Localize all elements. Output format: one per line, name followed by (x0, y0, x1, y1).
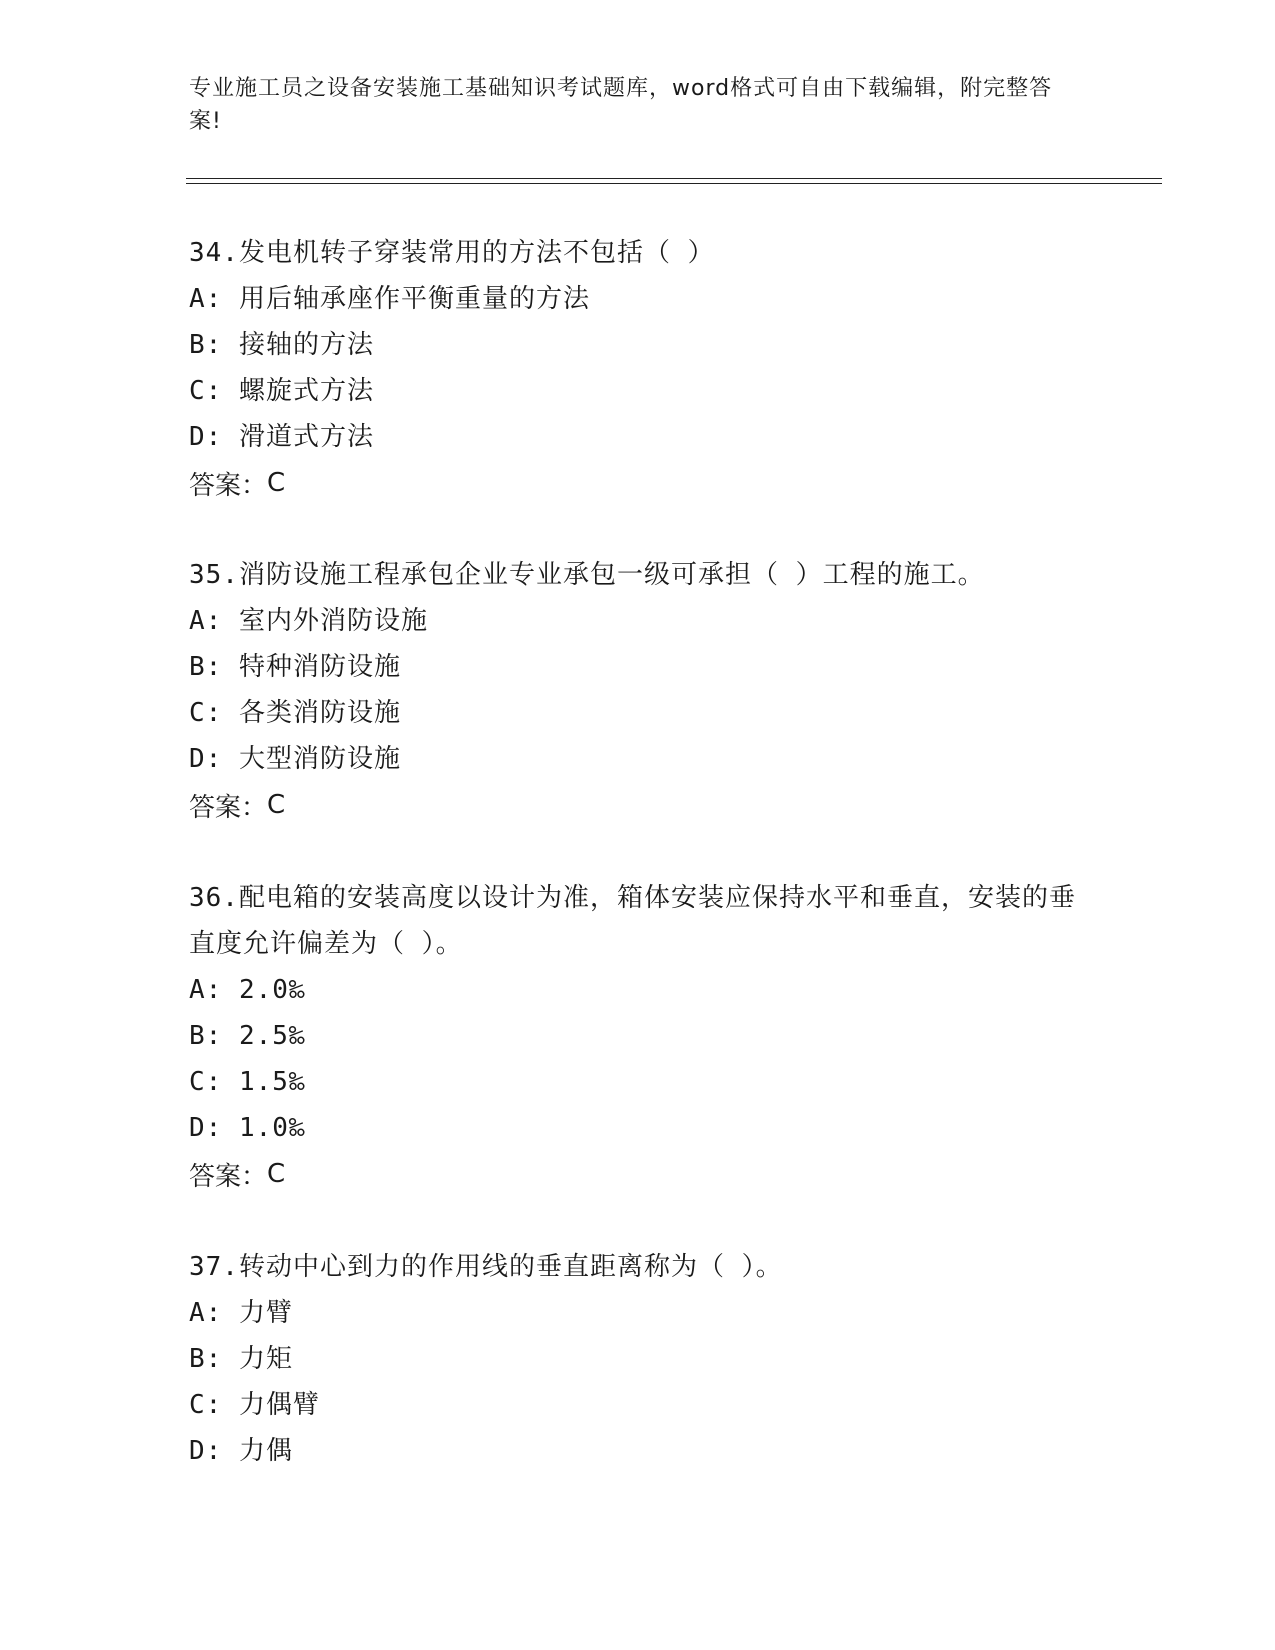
question-stem: 36.配电箱的安装高度以设计为准，箱体安装应保持水平和垂直，安装的垂直度允许偏差为（ ）。 (189, 883, 1076, 959)
option-a: A: 用后轴承座作平衡重量的方法 (189, 284, 590, 314)
option-b: B: 力矩 (189, 1344, 293, 1374)
option-a: A: 2.0‰ (189, 975, 306, 1005)
question-34 (189, 230, 1089, 506)
header-rule-bottom (186, 183, 1162, 184)
option-c: C: 螺旋式方法 (189, 376, 374, 406)
question-stem: 34.发电机转子穿装常用的方法不包括（ ） (189, 238, 715, 268)
question-stem: 37.转动中心到力的作用线的垂直距离称为（ ）。 (189, 1252, 783, 1282)
option-b: B: 2.5‰ (189, 1021, 306, 1051)
option-b: B: 特种消防设施 (189, 652, 401, 682)
option-c: C: 力偶臂 (189, 1390, 320, 1420)
document-header: 专业施工员之设备安装施工基础知识考试题库，word格式可自由下载编辑，附完整答案! (189, 76, 1053, 134)
answer-line (189, 460, 1089, 506)
answer-line (189, 782, 1089, 828)
question-37 (189, 1244, 1089, 1474)
answer-value: C (267, 1159, 286, 1189)
answer-value: C (267, 468, 286, 498)
answer-line (189, 1151, 1089, 1197)
option-a: A: 室内外消防设施 (189, 606, 428, 636)
option-a: A: 力臂 (189, 1298, 293, 1328)
option-d: D: 力偶 (189, 1436, 293, 1466)
answer-label: 答案： (189, 470, 268, 501)
answer-value: C (267, 790, 286, 820)
question-35 (189, 552, 1089, 828)
question-36 (189, 875, 1089, 1197)
answer-label: 答案： (189, 792, 268, 823)
question-stem: 35.消防设施工程承包企业专业承包一级可承担（ ）工程的施工。 (189, 560, 985, 590)
answer-label: 答案： (189, 1161, 268, 1192)
header-rule-top (186, 178, 1162, 179)
option-d: D: 1.0‰ (189, 1113, 306, 1143)
option-b: B: 接轴的方法 (189, 330, 374, 360)
option-c: C: 各类消防设施 (189, 698, 401, 728)
option-d: D: 大型消防设施 (189, 744, 401, 774)
option-c: C: 1.5‰ (189, 1067, 306, 1097)
option-d: D: 滑道式方法 (189, 422, 374, 452)
